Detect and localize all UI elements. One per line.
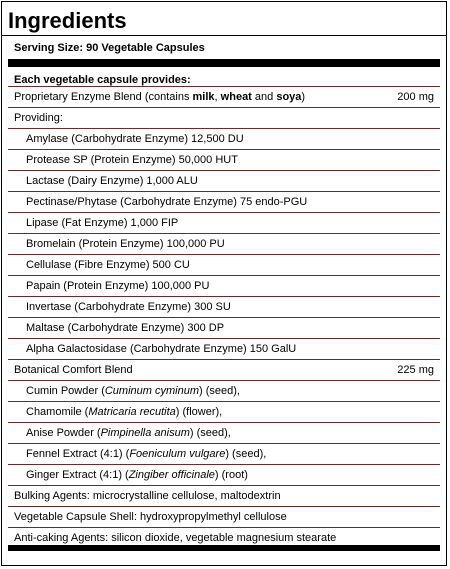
capsule-shell-label: Vegetable Capsule Shell: hydroxypropylmethyl cellulose <box>14 511 287 523</box>
enzyme-row <box>8 339 440 360</box>
enzyme-label: Pectinase/Phytase (Carbohydrate Enzyme) 75 endo-PGU <box>26 196 308 208</box>
enzyme-row <box>8 276 440 297</box>
botanical-common: Fennel Extract (4:1) ( <box>26 448 130 460</box>
botanical-label <box>26 406 434 418</box>
allergen-soya: soya <box>276 91 302 103</box>
botanical-label <box>26 469 434 481</box>
allergen-wheat: wheat <box>220 91 252 103</box>
ingredients-panel <box>1 1 447 566</box>
enzyme-blend-suffix: ) <box>301 91 306 103</box>
enzyme-row <box>8 297 440 318</box>
bottom-divider <box>8 545 440 551</box>
enzyme-label: Protease SP (Protein Enzyme) 50,000 HUT <box>26 154 238 166</box>
botanical-label <box>26 385 434 397</box>
enzyme-label: Amylase (Carbohydrate Enzyme) 12,500 DU <box>26 133 244 145</box>
ingredients-table <box>8 73 440 549</box>
enzyme-row <box>8 318 440 339</box>
allergen-milk: milk <box>192 91 215 103</box>
enzyme-row <box>8 171 440 192</box>
botanical-row <box>8 465 440 486</box>
botanical-common: Anise Powder ( <box>26 427 101 439</box>
botanical-blend-label: Botanical Comfort Blend <box>14 364 133 376</box>
serving-size: Serving Size: 90 Vegetable Capsules <box>2 35 446 59</box>
enzyme-blend-sep1: , <box>214 91 221 103</box>
botanical-row <box>8 381 440 402</box>
enzyme-row <box>8 255 440 276</box>
botanical-latin: Pimpinella anisum <box>100 427 190 439</box>
botanical-latin: Cuminum cyminum <box>104 385 199 397</box>
botanical-common: Ginger Extract (4:1) ( <box>26 469 129 481</box>
enzyme-label: Maltase (Carbohydrate Enzyme) 300 DP <box>26 322 225 334</box>
enzyme-row <box>8 213 440 234</box>
enzyme-blend-amount: 200 mg <box>397 91 434 103</box>
botanical-row <box>8 423 440 444</box>
bulking-label: Bulking Agents: microcrystalline cellulose, maltodextrin <box>14 490 281 502</box>
providing-row <box>8 108 440 129</box>
botanical-latin: Matricaria recutita <box>88 406 176 418</box>
enzyme-label: Lipase (Fat Enzyme) 1,000 FIP <box>26 217 179 229</box>
enzyme-label: Lactase (Dairy Enzyme) 1,000 ALU <box>26 175 198 187</box>
enzyme-row <box>8 192 440 213</box>
botanical-rest: ) (seed), <box>225 448 267 460</box>
enzyme-blend-label <box>14 91 397 103</box>
botanical-blend-amount: 225 mg <box>397 364 434 376</box>
botanical-rest: ) (root) <box>214 469 248 481</box>
botanical-rest: ) (seed), <box>189 427 231 439</box>
enzyme-label: Papain (Protein Enzyme) 100,000 PU <box>26 280 210 292</box>
botanical-common: Cumin Powder ( <box>26 385 105 397</box>
enzyme-row <box>8 234 440 255</box>
providing-label: Providing: <box>14 112 63 124</box>
botanical-rest: ) (flower), <box>175 406 223 418</box>
enzyme-blend-row <box>8 87 440 108</box>
botanical-common: Chamomile ( <box>26 406 89 418</box>
table-header: Each vegetable capsule provides: <box>8 73 440 87</box>
enzyme-label: Invertase (Carbohydrate Enzyme) 300 SU <box>26 301 231 313</box>
botanical-rest: ) (seed), <box>199 385 240 397</box>
thick-divider <box>8 59 440 67</box>
botanical-latin: Foeniculum vulgare <box>129 448 226 460</box>
botanical-blend-row <box>8 360 440 381</box>
enzyme-blend-prefix: Proprietary Enzyme Blend (contains <box>14 91 193 103</box>
enzyme-label: Cellulase (Fibre Enzyme) 500 CU <box>26 259 190 271</box>
enzyme-row <box>8 129 440 150</box>
anticaking-label: Anti-caking Agents: silicon dioxide, vegetable magnesium stearate <box>14 532 337 544</box>
botanical-label <box>26 448 434 460</box>
bulking-row <box>8 486 440 507</box>
panel-title: Ingredients <box>8 8 127 33</box>
botanical-row <box>8 444 440 465</box>
botanical-row <box>8 402 440 423</box>
enzyme-label: Bromelain (Protein Enzyme) 100,000 PU <box>26 238 225 250</box>
enzyme-row <box>8 150 440 171</box>
botanical-latin: Zingiber officinale <box>128 469 215 481</box>
botanical-label <box>26 427 434 439</box>
enzyme-blend-sep2: and <box>251 91 277 103</box>
enzyme-label: Alpha Galactosidase (Carbohydrate Enzyme) 150 GalU <box>26 343 297 355</box>
capsule-shell-row <box>8 507 440 528</box>
